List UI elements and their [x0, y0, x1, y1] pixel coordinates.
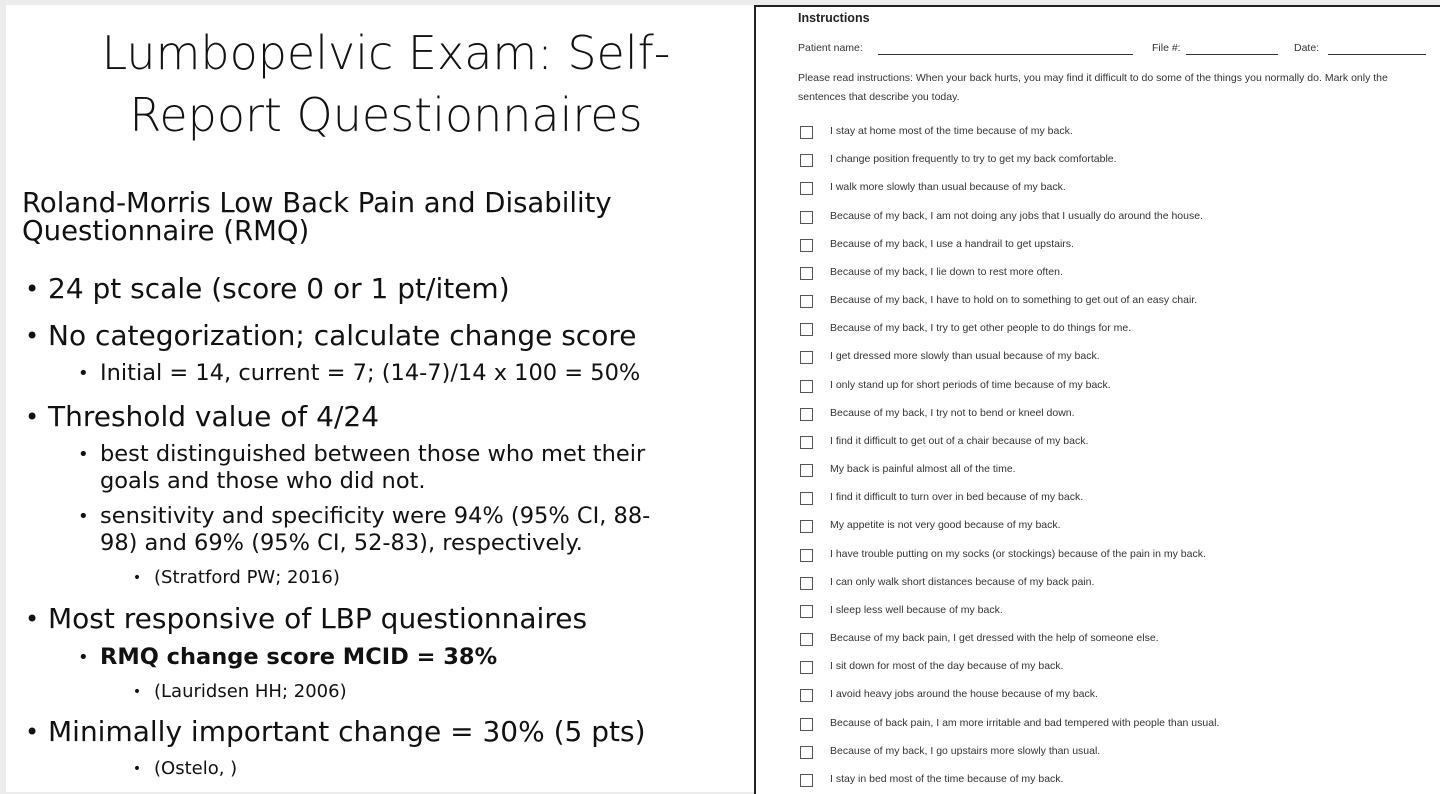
subbullet-calculation: Initial = 14, current = 7; (14-7)/14 x 100 = 50%: [100, 360, 641, 386]
item-statement: Because of back pain, I am more irritable and bad tempered with people than usual.: [830, 716, 1220, 729]
bullet-responsive: Most responsive of LBP questionnaires: [48, 602, 588, 635]
item-statement: I get dressed more slowly than usual because of my back.: [830, 350, 1100, 363]
bullet-marker: •: [132, 761, 142, 777]
item-checkbox[interactable]: [800, 154, 813, 167]
item-statement: I have trouble putting on my socks (or stockings) because of the pain in my back.: [830, 547, 1206, 560]
item-checkbox[interactable]: [800, 746, 813, 759]
item-checkbox[interactable]: [800, 492, 813, 505]
item-checkbox[interactable]: [800, 774, 813, 787]
item-statement: Because of my back, I lie down to rest more often.: [830, 265, 1063, 278]
item-statement: My appetite is not very good because of my back.: [830, 519, 1061, 532]
bullet-marker: •: [132, 570, 142, 586]
item-statement: Because of my back, I have to hold on to something to get out of an easy chair.: [830, 294, 1198, 307]
form-title: Instructions: [798, 11, 870, 25]
item-statement: Because of my back, I go upstairs more slowly than usual.: [830, 744, 1101, 757]
item-statement: Because of my back, I am not doing any jobs that I usually do around the house.: [830, 209, 1203, 222]
item-checkbox[interactable]: [800, 633, 813, 646]
item-checkbox[interactable]: [800, 689, 813, 702]
item-checkbox[interactable]: [800, 380, 813, 393]
item-checkbox[interactable]: [800, 267, 813, 280]
item-checkbox[interactable]: [800, 436, 813, 449]
slide-text-panel: [6, 5, 754, 792]
item-statement: My back is painful almost all of the time.: [830, 463, 1016, 476]
item-statement: I avoid heavy jobs around the house because of my back.: [830, 688, 1098, 701]
item-checkbox[interactable]: [800, 520, 813, 533]
item-statement: I only stand up for short periods of time because of my back.: [830, 378, 1111, 391]
item-checkbox[interactable]: [800, 295, 813, 308]
item-checkbox[interactable]: [800, 605, 813, 618]
item-statement: Because of my back, I use a handrail to get upstairs.: [830, 237, 1074, 250]
item-statement: I sleep less well because of my back.: [830, 603, 1003, 616]
item-checkbox[interactable]: [800, 182, 813, 195]
subbullet-sensitivity: sensitivity and specificity were 94% (95% CI, 88- 98) and 69% (95% CI, 52-83), respectively.: [100, 503, 651, 556]
item-checkbox[interactable]: [800, 239, 813, 252]
bullet-marker: •: [132, 684, 142, 700]
item-checkbox[interactable]: [800, 323, 813, 336]
item-checkbox[interactable]: [800, 549, 813, 562]
citation-lauridsen: (Lauridsen HH; 2006): [154, 681, 347, 702]
bullet-minimal-change: Minimally important change = 30% (5 pts): [48, 715, 646, 748]
bullet-marker: •: [25, 403, 40, 431]
item-checkbox[interactable]: [800, 211, 813, 224]
patient-name-field[interactable]: [878, 54, 1133, 55]
bullet-marker: •: [25, 322, 40, 350]
date-label: Date:: [1294, 42, 1320, 54]
bullet-marker: •: [78, 363, 89, 384]
file-number-label: File #:: [1152, 42, 1181, 54]
form-instructions: Please read instructions: When your back hurts, you may find it difficult to do some of the things you normally do. Mark only the sentences that describe you today.: [798, 72, 1388, 103]
citation-stratford: (Stratford PW; 2016): [154, 567, 340, 588]
item-checkbox[interactable]: [800, 464, 813, 477]
bullet-marker: •: [25, 718, 40, 746]
bullet-marker: •: [25, 605, 40, 633]
item-checkbox[interactable]: [800, 408, 813, 421]
bullet-scale: 24 pt scale (score 0 or 1 pt/item): [48, 272, 510, 305]
patient-name-label: Patient name:: [798, 42, 863, 54]
bullet-marker: •: [78, 444, 89, 465]
item-statement: Because of my back, I try to get other people to do things for me.: [830, 322, 1132, 335]
item-checkbox[interactable]: [800, 718, 813, 731]
item-statement: I can only walk short distances because of my back pain.: [830, 575, 1095, 588]
item-statement: Because of my back, I try not to bend or kneel down.: [830, 406, 1075, 419]
slide-subtitle: Roland-Morris Low Back Pain and Disability Questionnaire (RMQ): [22, 187, 612, 247]
bullet-threshold: Threshold value of 4/24: [48, 400, 380, 433]
citation-ostelo: (Ostelo, ): [154, 758, 238, 779]
file-number-field[interactable]: [1186, 54, 1278, 55]
item-checkbox[interactable]: [800, 577, 813, 590]
item-statement: I find it difficult to turn over in bed because of my back.: [830, 491, 1084, 504]
item-statement: I sit down for most of the day because of my back.: [830, 660, 1064, 673]
questionnaire-form: [754, 5, 1440, 794]
subbullet-mcid: RMQ change score MCID = 38%: [100, 644, 498, 670]
date-field[interactable]: [1328, 54, 1426, 55]
slide: [6, 5, 1438, 792]
item-statement: I stay in bed most of the time because of my back.: [830, 772, 1064, 785]
item-checkbox[interactable]: [800, 126, 813, 139]
item-checkbox[interactable]: [800, 351, 813, 364]
item-statement: I walk more slowly than usual because of my back.: [830, 181, 1066, 194]
item-statement: Because of my back pain, I get dressed with the help of someone else.: [830, 632, 1159, 645]
item-statement: I stay at home most of the time because of my back.: [830, 125, 1073, 137]
item-statement: I change position frequently to try to get my back comfortable.: [830, 153, 1117, 166]
bullet-marker: •: [25, 275, 40, 303]
bullet-marker: •: [78, 647, 89, 668]
item-checkbox[interactable]: [800, 661, 813, 674]
bullet-marker: •: [78, 506, 89, 527]
subbullet-distinguished: best distinguished between those who met their goals and those who did not.: [100, 441, 646, 494]
bullet-change-score: No categorization; calculate change score: [48, 319, 637, 352]
item-statement: I find it difficult to get out of a chair because of my back.: [830, 434, 1089, 447]
slide-title: Lumbopelvic Exam: Self- Report Questionnaires: [101, 26, 671, 142]
